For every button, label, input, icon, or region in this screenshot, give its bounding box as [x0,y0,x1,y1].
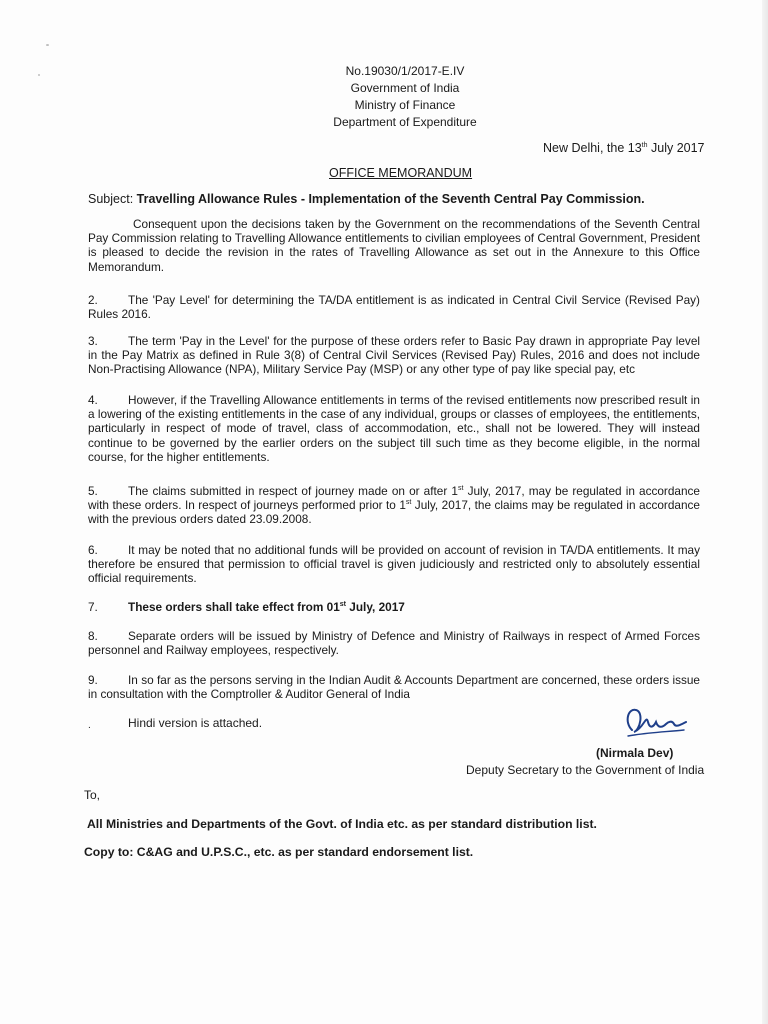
paragraph-text: July, 2017 [346,600,405,614]
paragraph-number: 6. [88,543,98,557]
to-label: To, [84,788,101,802]
government-name: Government of India [350,81,460,95]
paragraph-2 [88,293,700,321]
paragraph-7 [88,600,700,614]
paragraph-4 [88,393,700,464]
file-number: No.19030/1/2017-E.IV [345,64,465,78]
paragraph-text: July, 2017, the claims may be regulated in accordance with the previous orders dated 23.09.2008. [88,498,700,527]
department-name: Department of Expenditure [333,115,477,129]
paragraph-text: The claims submitted in respect of journey made on or after 1 [128,484,458,498]
paragraph-text: However, if the Travelling Allowance entitlements in terms of the revised entitlements now prescribed result in a lowering of the existing entitlements in the case of any individual, groups or classes of employees, the entitlements, particularly in respect of mode of travel, class of accommodation, etc., shall not be lowered. They will instead continue to be governed by the earlier orders on the subject till such time as they become eligible, in the normal course, for the higher entitlements. [88,393,700,464]
letterhead [330,63,480,131]
subject-label: Subject: [88,192,137,206]
paragraph-text: Consequent upon the decisions taken by the Government on the recommendations of the Seventh Central Pay Commission relating to Travelling Allowance entitlements to civilian employees of Central Government, President is pleased to decide the revision in the rates of Travelling Allowance as set out in the Annexure to this Office Memorandum. [88,217,700,274]
signatory-name: (Nirmala Dev) [596,746,674,760]
paragraph-5 [88,484,700,527]
paragraph-text: These orders shall take effect from 01 [128,600,340,614]
paragraph-number: 9. [88,673,98,687]
date-place: New Delhi, the 13 [543,141,642,155]
paragraph-text: The term 'Pay in the Level' for the purpose of these orders refer to Basic Pay drawn in appropriate Pay level in the Pay Matrix as defined in Rule 3(8) of Central Civil Services (Revised Pay) Rules, 2016 and does not include Non-Practising Allowance (NPA), Military Service Pay (MSP) or any other type of pay like special pay, etc [88,334,700,377]
paragraph-1 [88,217,700,274]
copy-to-line: Copy to: C&AG and U.P.S.C., etc. as per standard endorsement list. [84,845,474,859]
paragraph-9 [88,673,700,701]
paragraph-number: 3. [88,334,98,348]
bullet-dot: . [88,720,91,731]
paragraph-text: The 'Pay Level' for determining the TA/DA entitlement is as indicated in Central Civil Service (Revised Pay) Rules 2016. [88,293,700,322]
ordinal-suffix: st [405,499,412,507]
date-month-year: July 2017 [647,141,705,155]
ordinal-suffix: st [457,485,464,493]
paragraph-3 [88,334,700,377]
hindi-version-note: Hindi version is attached. [128,716,263,730]
paragraph-number: 5. [88,484,98,498]
paragraph-text: It may be noted that no additional funds will be provided on account of revision in TA/DA entitlements. It may therefore be ensured that permission to official travel is given judiciously and restricted only to absolutely essential official requirements. [88,543,700,586]
paragraph-number: 4. [88,393,98,407]
paragraph-8 [88,629,700,657]
scan-speck [46,44,49,46]
paragraph-number: 2. [88,293,98,307]
paragraph-text: Separate orders will be issued by Ministry of Defence and Ministry of Railways in respect of Armed Forces personnel and Railway employees, respectively. [88,629,700,658]
signature-scribble [620,700,690,742]
paragraph-6 [88,543,700,586]
scan-speck [38,74,40,76]
subject-line [88,192,645,206]
paragraph-text: In so far as the persons serving in the Indian Audit & Accounts Department are concerned, these orders issue in consultation with the Comptroller & Auditor General of India [88,673,700,702]
ministry-name: Ministry of Finance [354,98,456,112]
subject-text: Travelling Allowance Rules - Implementation of the Seventh Central Pay Commission. [136,192,645,206]
addressee-line: All Ministries and Departments of the Govt. of India etc. as per standard distribution list. [87,817,597,831]
paragraph-number: 8. [88,629,98,643]
memo-title: OFFICE MEMORANDUM [329,166,473,180]
dateline [543,141,705,155]
date-suffix: th [641,141,648,149]
ordinal-suffix: st [339,601,347,609]
signatory-designation: Deputy Secretary to the Government of India [466,763,705,777]
paragraph-text: July, 2017, may be regulated in accordance with these orders. In respect of journeys performed prior to 1 [88,484,700,513]
page-edge-shadow [762,0,768,1024]
paragraph-number: 7. [88,600,98,614]
